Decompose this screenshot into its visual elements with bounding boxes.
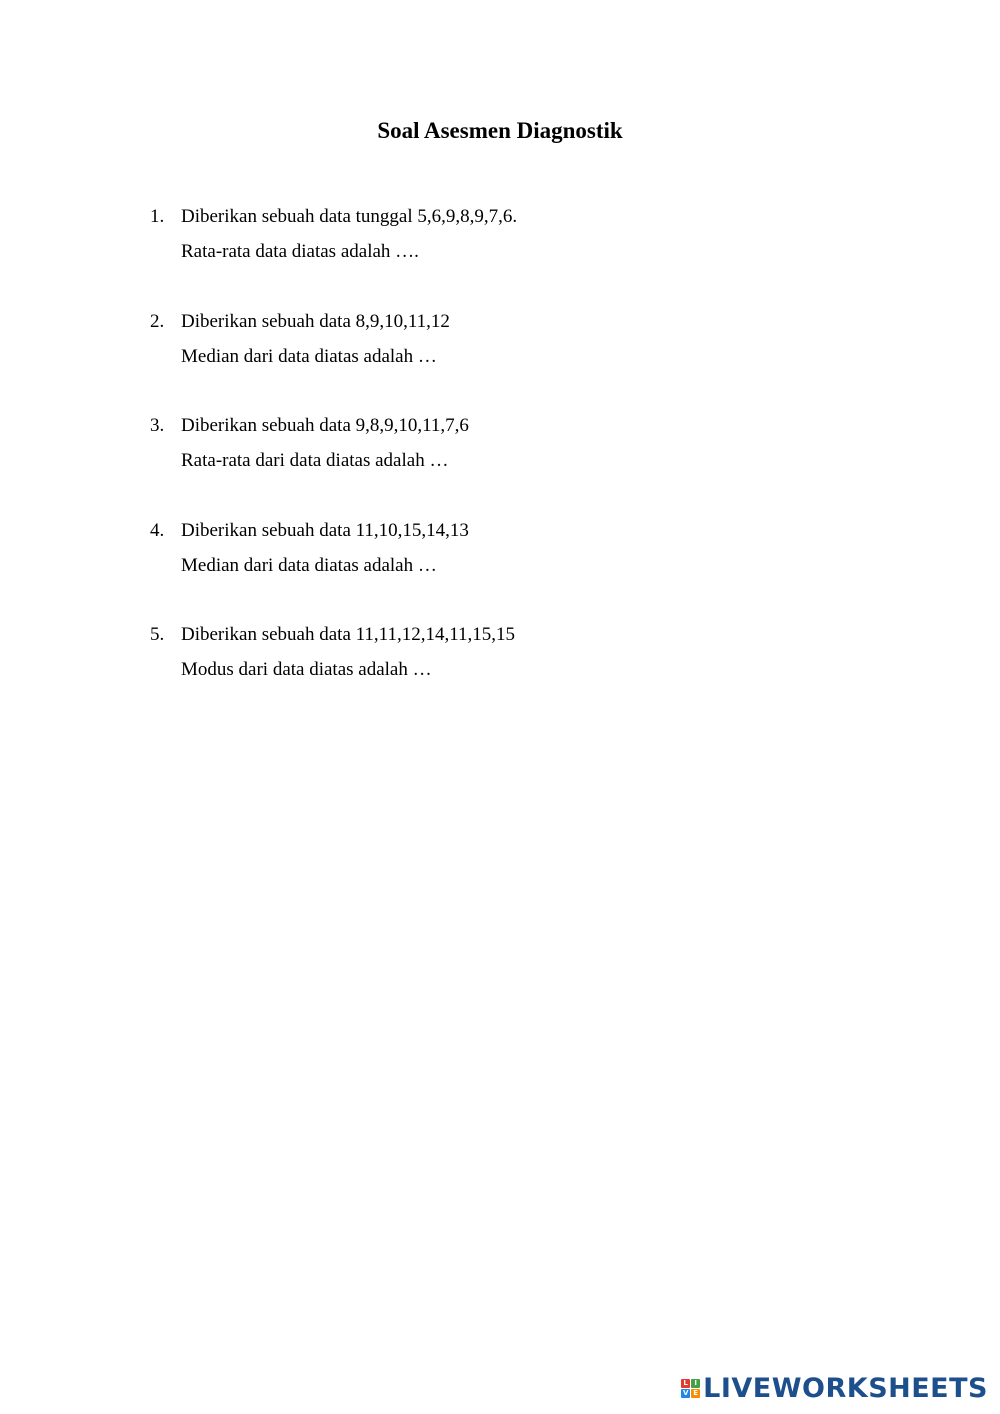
question-prompt: Rata-rata dari data diatas adalah … [181,450,449,471]
question-item [150,617,850,722]
question-prompt: Modus dari data diatas adalah … [181,659,432,680]
question-number: 5. [150,624,165,645]
liveworksheets-logo-icon [681,1379,700,1398]
question-list [150,199,850,722]
logo-letter-l: L [681,1379,690,1388]
question-number: 4. [150,519,165,541]
logo-letter-i: I [691,1379,700,1388]
page-title: Soal Asesmen Diagnostik [377,118,623,143]
question-item [150,513,850,618]
question-item [150,199,850,304]
logo-letter-e: E [691,1389,700,1398]
question-prompt: Rata-rata data diatas adalah …. [181,241,419,262]
question-text: Diberikan sebuah data 11,10,15,14,13 [181,519,469,541]
question-item [150,304,850,409]
question-text: Diberikan sebuah data tunggal 5,6,9,8,9,7,6. [181,206,518,227]
question-text: Diberikan sebuah data 11,11,12,14,11,15,15 [181,624,516,645]
question-number: 2. [150,310,165,332]
question-number: 3. [150,415,165,436]
liveworksheets-brand-text: LIVEWORKSHEETS [703,1372,988,1404]
logo-letter-v: V [682,1388,689,1397]
question-text: Diberikan sebuah data 9,8,9,10,11,7,6 [181,415,469,436]
question-item [150,408,850,513]
question-text: Diberikan sebuah data 8,9,10,11,12 [181,310,450,332]
question-number: 1. [150,206,165,227]
liveworksheets-logo [681,1372,988,1404]
question-prompt: Median dari data diatas adalah … [181,345,437,367]
question-prompt: Median dari data diatas adalah … [181,554,437,576]
